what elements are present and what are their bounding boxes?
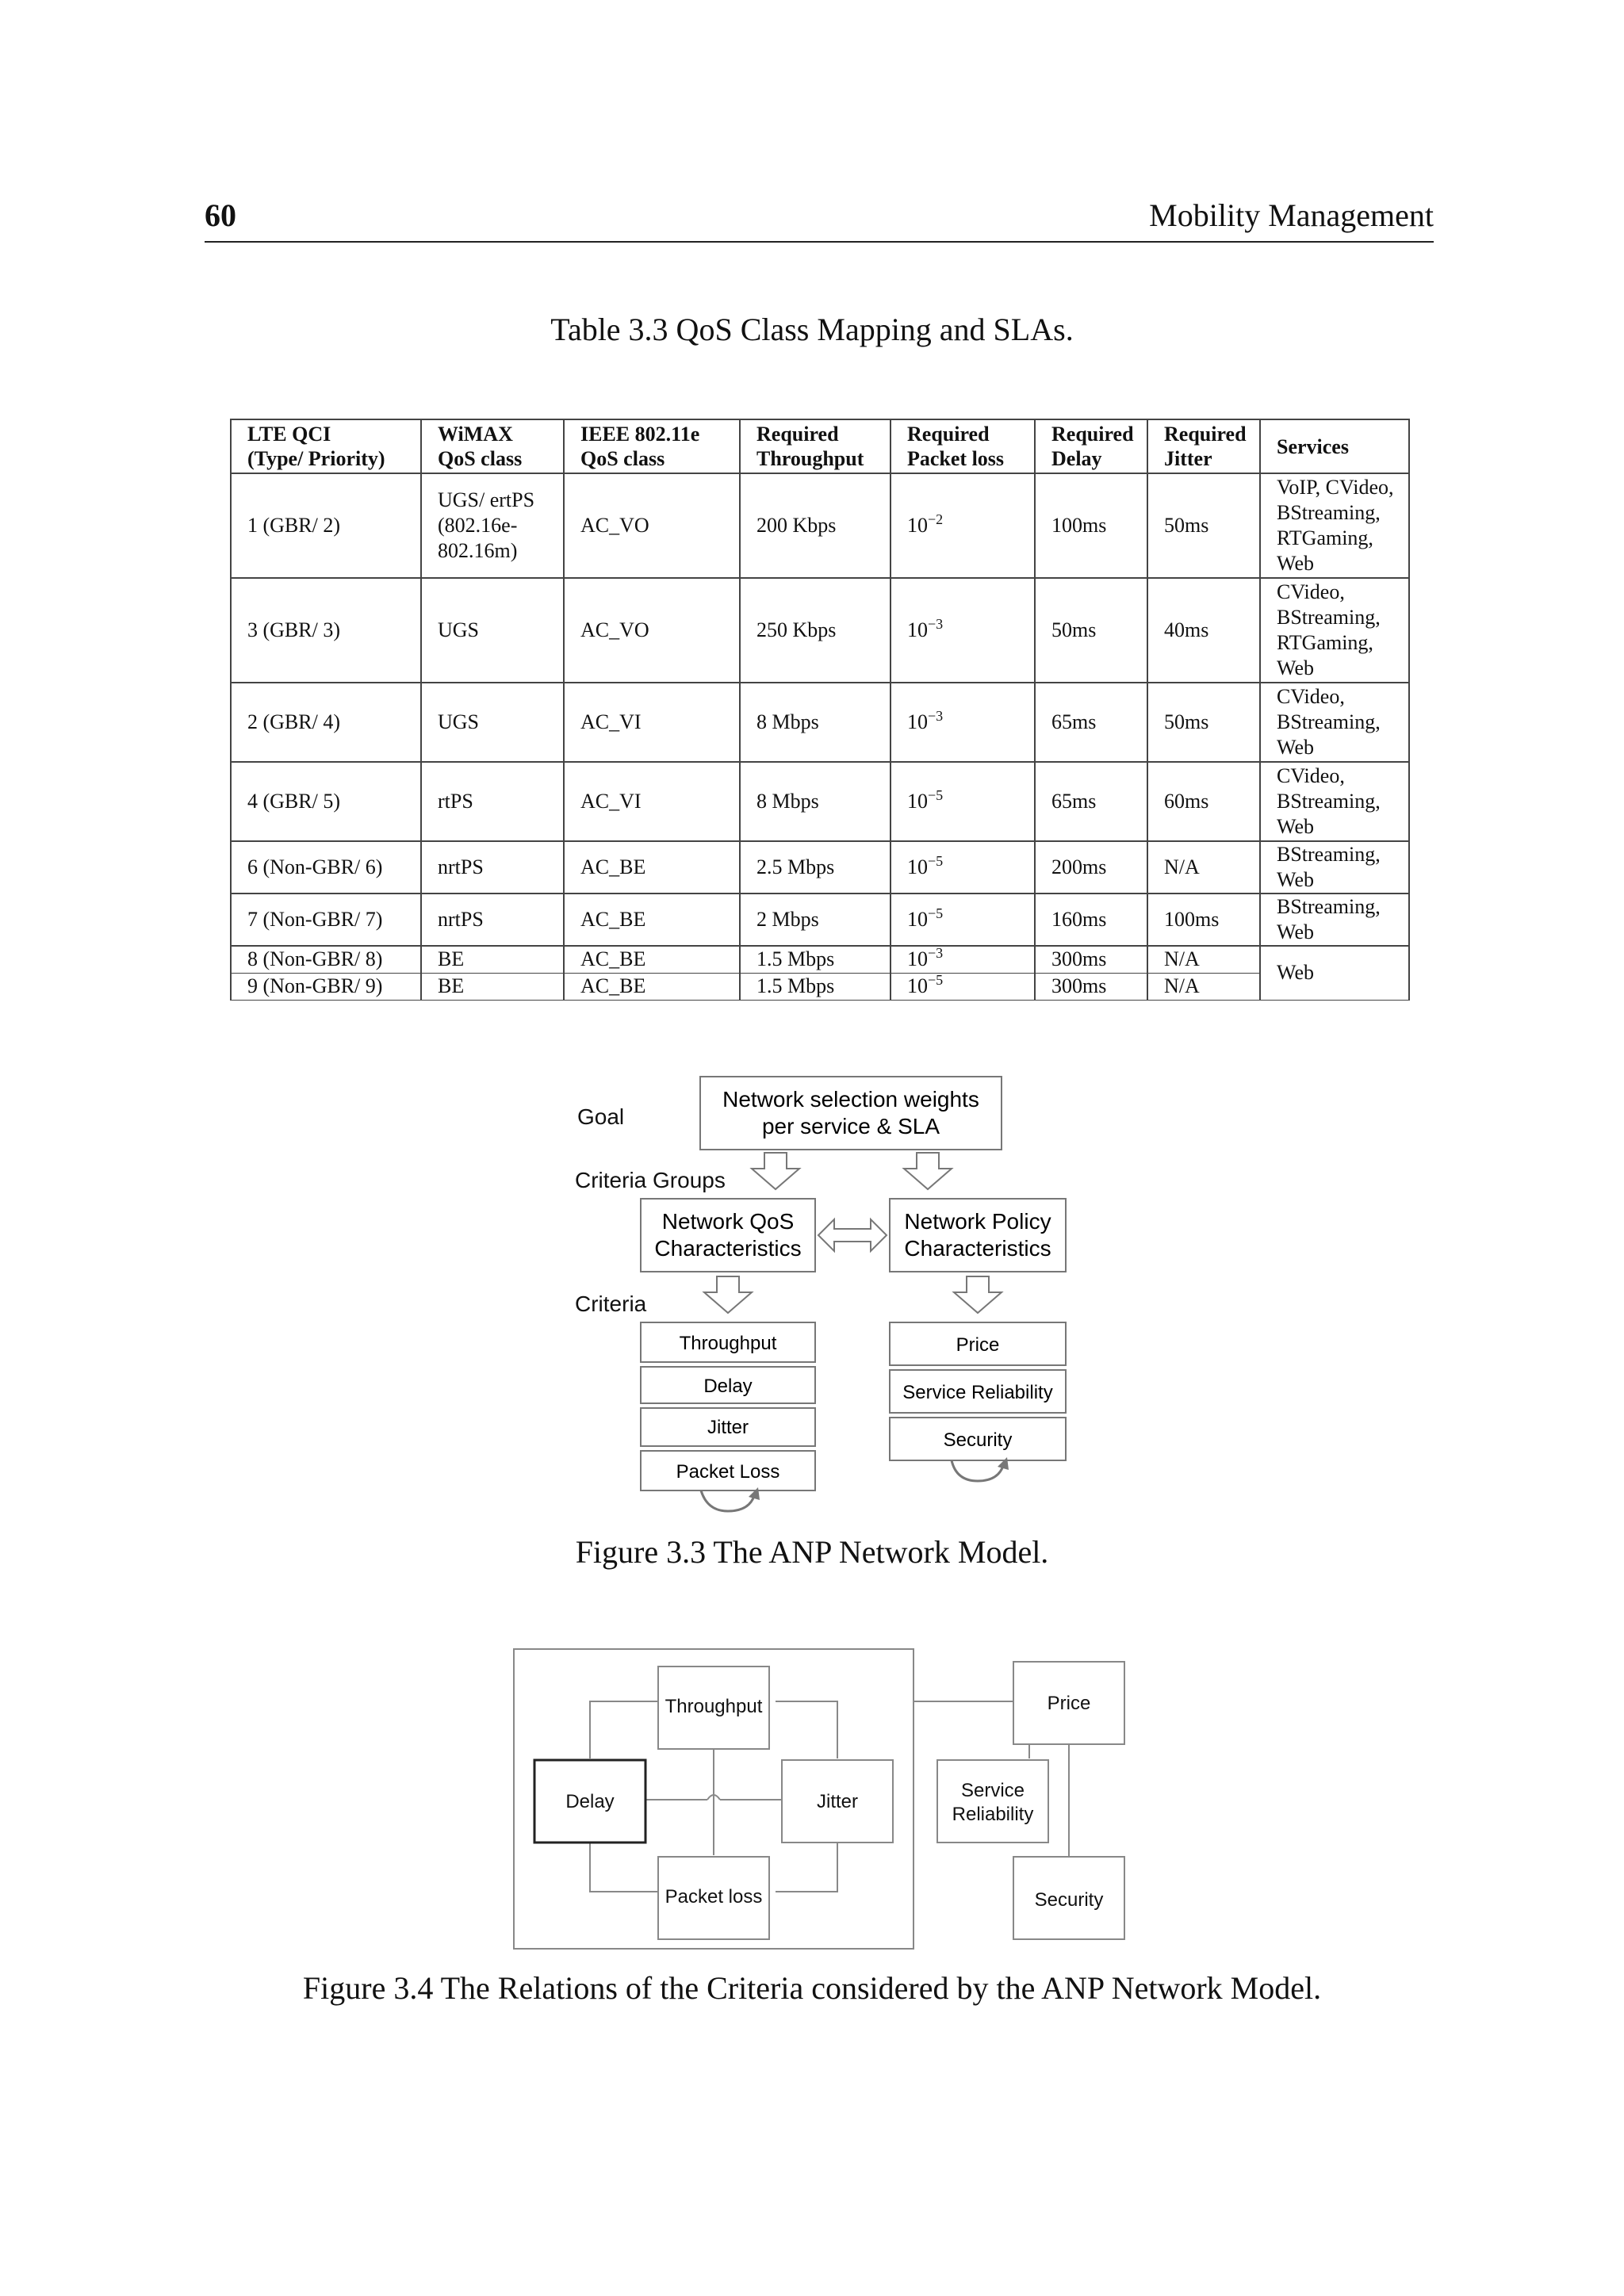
cell-delay: 100ms	[1035, 473, 1147, 578]
cell-ieee: AC_VO	[564, 578, 740, 683]
cell-throughput: 1.5 Mbps	[740, 973, 891, 1000]
down-arrow-icon	[954, 1276, 1002, 1313]
criterion-service-reliability: Service Reliability	[902, 1382, 1053, 1403]
double-arrow-icon	[818, 1219, 887, 1251]
cell-services: CVideo, BStreaming, Web	[1260, 762, 1409, 841]
cell-wimax: UGS	[421, 578, 564, 683]
cell-throughput: 2.5 Mbps	[740, 841, 891, 894]
cell-wimax: UGS	[421, 683, 564, 762]
table-row	[231, 841, 1409, 894]
table-row	[231, 578, 1409, 683]
cell-services: BStreaming, Web	[1260, 894, 1409, 946]
cell-qci: 1 (GBR/ 2)	[231, 473, 421, 578]
connector-line	[590, 1701, 658, 1758]
cell-delay: 300ms	[1035, 946, 1147, 973]
page-number: 60	[205, 197, 236, 233]
cell-delay: 300ms	[1035, 973, 1147, 1000]
cell-ieee: AC_BE	[564, 946, 740, 973]
cell-delay: 65ms	[1035, 683, 1147, 762]
table-row	[231, 683, 1409, 762]
cell-services: Web	[1260, 946, 1409, 1000]
node-jitter: Jitter	[816, 1791, 859, 1812]
cell-qci: 4 (GBR/ 5)	[231, 762, 421, 841]
anp-network-model-diagram	[0, 1062, 1624, 1522]
table-header-row	[231, 419, 1409, 473]
column-header: WiMAX QoS class	[421, 419, 564, 473]
cell-wimax: rtPS	[421, 762, 564, 841]
cell-packet-loss: $10^{-3}$	[891, 683, 1035, 762]
policy-group-line1: Network Policy	[904, 1209, 1051, 1234]
figure-3-4-caption: Figure 3.4 The Relations of the Criteria considered by the ANP Network Model.	[302, 1970, 1322, 2006]
cell-services: CVideo, BStreaming, RTGaming, Web	[1260, 578, 1409, 683]
cell-jitter: 50ms	[1147, 683, 1260, 762]
table-row	[231, 973, 1409, 1000]
down-arrow-icon	[904, 1153, 952, 1189]
connector-line	[590, 1841, 658, 1892]
cell-packet-loss: $10^{-3}$	[891, 946, 1035, 973]
cell-qci: 8 (Non-GBR/ 8)	[231, 946, 421, 973]
criteria-label: Criteria	[575, 1292, 647, 1316]
header-rule	[205, 241, 1434, 243]
cell-throughput: 8 Mbps	[740, 683, 891, 762]
cell-wimax: UGS/ ertPS (802.16e- 802.16m)	[421, 473, 564, 578]
node-price: Price	[1047, 1693, 1091, 1714]
cell-jitter: 40ms	[1147, 578, 1260, 683]
cell-throughput: 1.5 Mbps	[740, 946, 891, 973]
table-row	[231, 946, 1409, 973]
cell-throughput: 200 Kbps	[740, 473, 891, 578]
goal-label: Goal	[577, 1104, 625, 1129]
cell-wimax: nrtPS	[421, 894, 564, 946]
cell-delay: 160ms	[1035, 894, 1147, 946]
node-delay: Delay	[565, 1791, 615, 1812]
table-caption: Table 3.3 QoS Class Mapping and SLAs.	[550, 312, 1074, 347]
policy-group-line2: Characteristics	[904, 1236, 1051, 1261]
cell-ieee: AC_BE	[564, 894, 740, 946]
cell-services: VoIP, CVideo, BStreaming, RTGaming, Web	[1260, 473, 1409, 578]
criterion-jitter: Jitter	[707, 1417, 749, 1438]
connector-line	[776, 1841, 837, 1892]
cell-packet-loss: $10^{-5}$	[891, 973, 1035, 1000]
cell-qci: 9 (Non-GBR/ 9)	[231, 973, 421, 1000]
figure-3-3-caption: Figure 3.3 The ANP Network Model.	[575, 1534, 1049, 1570]
cell-packet-loss: $10^{-3}$	[891, 578, 1035, 683]
node-service-reliability-line1: Service	[960, 1780, 1025, 1801]
cell-services: CVideo, BStreaming, Web	[1260, 683, 1409, 762]
connector-line	[776, 1701, 837, 1758]
loop-arrow-icon	[952, 1460, 1004, 1481]
criterion-throughput: Throughput	[679, 1333, 777, 1354]
criteria-groups-label: Criteria Groups	[575, 1168, 726, 1192]
table-row	[231, 473, 1409, 578]
cell-delay: 200ms	[1035, 841, 1147, 894]
cell-ieee: AC_BE	[564, 841, 740, 894]
cell-services: BStreaming, Web	[1260, 841, 1409, 894]
cell-qci: 3 (GBR/ 3)	[231, 578, 421, 683]
qos-group-line1: Network QoS	[661, 1209, 795, 1234]
column-header: Services	[1260, 419, 1409, 473]
cell-packet-loss: $10^{-5}$	[891, 762, 1035, 841]
cell-throughput: 250 Kbps	[740, 578, 891, 683]
cell-jitter: N/A	[1147, 973, 1260, 1000]
node-throughput: Throughput	[665, 1696, 763, 1717]
cell-jitter: N/A	[1147, 841, 1260, 894]
qos-mapping-table	[230, 419, 1410, 1001]
goal-box-line1: Network selection weights	[722, 1087, 979, 1112]
cell-jitter: 100ms	[1147, 894, 1260, 946]
column-header: Required Delay	[1035, 419, 1147, 473]
cell-throughput: 8 Mbps	[740, 762, 891, 841]
criterion-packet-loss: Packet Loss	[676, 1461, 780, 1483]
cell-ieee: AC_BE	[564, 973, 740, 1000]
cell-ieee: AC_VI	[564, 683, 740, 762]
node-security: Security	[1034, 1889, 1104, 1911]
cell-qci: 6 (Non-GBR/ 6)	[231, 841, 421, 894]
column-header: Required Packet loss	[891, 419, 1035, 473]
column-header: LTE QCI (Type/ Priority)	[231, 419, 421, 473]
cell-wimax: nrtPS	[421, 841, 564, 894]
cell-wimax: BE	[421, 946, 564, 973]
node-service-reliability-line2: Reliability	[952, 1804, 1034, 1825]
node-box-service-reliability	[937, 1760, 1048, 1843]
cell-qci: 2 (GBR/ 4)	[231, 683, 421, 762]
cell-wimax: BE	[421, 973, 564, 1000]
criterion-security: Security	[943, 1429, 1013, 1451]
criterion-price: Price	[956, 1334, 1000, 1356]
cell-packet-loss: $10^{-5}$	[891, 841, 1035, 894]
cell-delay: 65ms	[1035, 762, 1147, 841]
column-header: IEEE 802.11e QoS class	[564, 419, 740, 473]
cell-qci: 7 (Non-GBR/ 7)	[231, 894, 421, 946]
down-arrow-icon	[752, 1153, 799, 1189]
qos-group-line2: Characteristics	[654, 1236, 802, 1261]
running-title: Mobility Management	[1149, 197, 1434, 233]
node-packet-loss: Packet loss	[665, 1886, 763, 1908]
cell-delay: 50ms	[1035, 578, 1147, 683]
column-header: Required Jitter	[1147, 419, 1260, 473]
loop-arrow-icon	[701, 1490, 755, 1511]
cell-ieee: AC_VI	[564, 762, 740, 841]
down-arrow-icon	[704, 1276, 752, 1313]
cell-packet-loss: $10^{-5}$	[891, 894, 1035, 946]
criteria-relations-diagram	[0, 1633, 1624, 1966]
cell-ieee: AC_VO	[564, 473, 740, 578]
goal-box-line2: per service & SLA	[761, 1114, 940, 1138]
cell-jitter: 50ms	[1147, 473, 1260, 578]
cell-jitter: N/A	[1147, 946, 1260, 973]
criterion-delay: Delay	[703, 1376, 753, 1397]
table-row	[231, 894, 1409, 946]
table-row	[231, 762, 1409, 841]
cell-packet-loss: $10^{-2}$	[891, 473, 1035, 578]
column-header: Required Throughput	[740, 419, 891, 473]
cell-jitter: 60ms	[1147, 762, 1260, 841]
cell-throughput: 2 Mbps	[740, 894, 891, 946]
